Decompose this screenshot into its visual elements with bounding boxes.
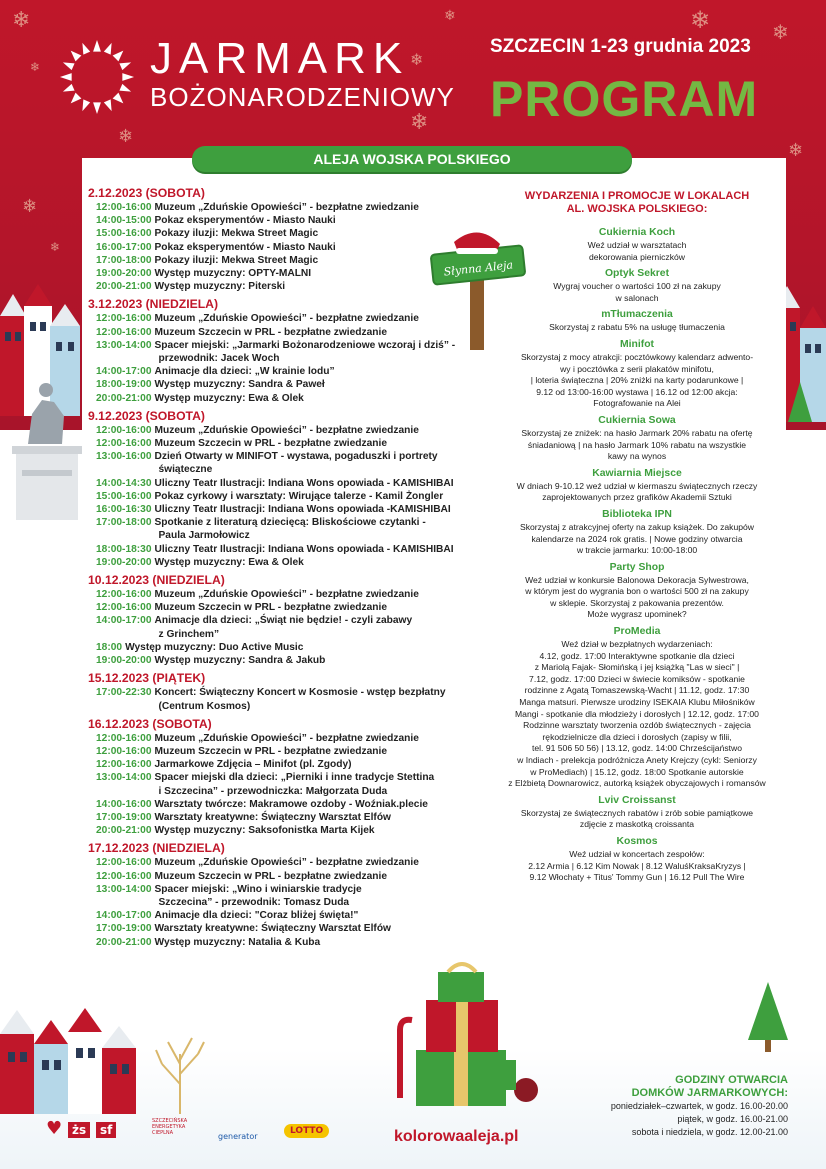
event-time: 12:00-16:00	[96, 438, 152, 450]
snowflake-icon: ❄	[118, 126, 134, 147]
event-time: 12:00-16:00	[96, 424, 152, 436]
event-row	[88, 614, 468, 627]
event-row	[88, 339, 468, 352]
venue-description-line: 2.12 Armia | 6.12 Kim Nowak | 8.12 WaluśKraksaKryzys |	[528, 860, 746, 871]
venue-description-line: w trakcie jarmarku: 10:00-18:00	[576, 545, 698, 556]
event-description: (Centrum Kosmos)	[158, 700, 251, 712]
venue-description-line: w ProMediach) | 15.12, godz. 18:00 Spotkanie autorskie	[530, 766, 744, 777]
street-banner: ALEJA WOJSKA POLSKIEGO	[192, 146, 632, 172]
event-time: 19:00-20:00	[96, 556, 152, 568]
event-row	[88, 556, 468, 569]
event-description: i Szczecina” - przewodniczka: Małgorzata Duda	[158, 785, 388, 797]
event-description: Występ muzyczny: Ewa & Olek	[154, 392, 304, 404]
event-time: 12:00-16:00	[96, 313, 152, 325]
venue-description-line: zaprojektowanych przez grafików Akademii Sztuki	[542, 492, 732, 503]
event-description: Uliczny Teatr Ilustracji: Indiana Wons opowiada - KAMISHIBAI	[154, 477, 454, 489]
event-row	[88, 745, 468, 758]
day-title: 17.12.2023 (NIEDZIELA)	[88, 841, 225, 856]
event-description: Koncert: Świąteczny Koncert w Kosmosie - wstęp bezpłatny	[154, 687, 446, 699]
event-description: Występ muzyczny: Piterski	[154, 281, 286, 293]
event-row	[88, 771, 468, 784]
event-row	[88, 214, 468, 227]
venue-description-line: rodzinne z Agatą Tomaszewską-Wacht | 11.12, godz. 17:30	[524, 685, 750, 696]
event-row	[88, 529, 468, 542]
event-date: SZCZECIN 1-23 grudnia 2023	[490, 36, 751, 57]
venue-item	[488, 414, 786, 463]
event-row	[88, 424, 468, 437]
event-time: 17:00-19:00	[96, 811, 152, 823]
logo-title: JARMARK	[150, 34, 410, 83]
venue-description-line: Mangi - spotkanie dla młodzieży i dorosłych | 12.12, godz. 17:00	[515, 708, 759, 719]
event-time: 20:00-21:00	[96, 392, 152, 404]
venue-description-line: Weź udział w warsztatach	[587, 240, 687, 250]
sponsor-logo-generator: generator	[218, 1132, 258, 1141]
event-time: 14:00-17:00	[96, 366, 152, 378]
venue-item	[488, 467, 786, 504]
snowflake-icon: ❄	[410, 110, 429, 135]
event-description: Występ muzyczny: Ewa & Olek	[154, 556, 304, 568]
venue-name: ProMedia	[613, 626, 661, 638]
venue-description-line: Weź udział w konkursie Balonowa Dekoracja Sylwestrowa,	[525, 574, 749, 585]
event-description: świąteczne	[158, 464, 213, 476]
venue-description-line: kawy na wynos	[607, 451, 667, 462]
houses-illustration-bottom-left	[0, 1004, 140, 1114]
venue-item	[488, 794, 786, 831]
event-time: 13:00-16:00	[96, 451, 152, 463]
event-row	[88, 227, 468, 240]
event-time: 13:00-14:00	[96, 772, 152, 784]
schedule-day	[88, 297, 468, 404]
event-row	[88, 503, 468, 516]
venue-description-line: Wygraj voucher o wartości 100 zł na zakupy	[553, 281, 721, 292]
event-row	[88, 601, 468, 614]
opening-hours-weekend: sobota i niedziela, w godz. 12.00-21.00	[631, 1127, 788, 1137]
event-description: Muzeum Szczecin w PRL - bezpłatne zwiedzanie	[154, 745, 387, 757]
event-description: Występ muzyczny: Saksofonistka Marta Kijek	[154, 825, 375, 837]
event-description: Spacer miejski: „Wino i winiarskie tradycje	[154, 883, 362, 895]
event-description: Muzeum „Zduńskie Opowieści” - bezpłatne zwiedzanie	[154, 424, 419, 436]
event-time: 12:00-16:00	[96, 732, 152, 744]
day-title: 3.12.2023 (NIEDZIELA)	[88, 297, 219, 312]
venue-name: Optyk Sekret	[604, 268, 670, 280]
event-time: 15:00-16:00	[96, 228, 152, 240]
schedule-day	[88, 573, 468, 667]
heart-logo-icon: ♥	[46, 1118, 63, 1139]
event-time: 12:00-16:00	[96, 602, 152, 614]
schedule-day	[88, 409, 468, 569]
event-row	[88, 896, 468, 909]
event-description: Muzeum „Zduńskie Opowieści” - bezpłatne zwiedzanie	[154, 313, 419, 325]
event-row	[88, 254, 468, 267]
event-row	[88, 312, 468, 325]
venue-item	[488, 338, 786, 410]
sponsor-logo-sec: SZCZECIŃSKA ENERGETYKA CIEPLNA	[152, 1118, 188, 1136]
venue-description-line: Skorzystaj z mocy atrakcji: pocztówkowy kalendarz adwento-	[520, 351, 754, 362]
venue-description-line: 9.12 Włochaty + Titus' Tommy Gun | 16.12 Pull The Wire	[529, 872, 745, 883]
venue-description-line: w salonach	[615, 292, 659, 303]
event-description: Paula Jarmołowicz	[158, 530, 250, 542]
day-title: 2.12.2023 (SOBOTA)	[88, 186, 205, 200]
venue-description-line: W dniach 9-10.12 weź udział w kiermaszu świątecznych rzeczy	[516, 480, 758, 491]
event-row	[88, 378, 468, 391]
logo-wreath-icon	[58, 38, 136, 116]
event-time: 20:00-21:00	[96, 936, 152, 948]
venue-name: Cukiernia Koch	[598, 227, 676, 238]
venue-description-line: Weź dział w bezpłatnych wydarzeniach:	[561, 639, 713, 650]
opening-hours	[560, 1074, 788, 1138]
event-time: 14:00-15:00	[96, 215, 152, 227]
event-time: 17:00-18:00	[96, 517, 152, 529]
event-row	[88, 824, 468, 837]
day-title: 16.12.2023 (SOBOTA)	[88, 716, 212, 731]
event-time: 14:00-17:00	[96, 615, 152, 627]
event-description: Spacer miejski dla dzieci: „Pierniki i inne tradycje Stettina	[154, 772, 435, 784]
snowflake-icon: ❄	[50, 240, 61, 254]
opening-hours-weekdays: poniedziałek–czwartek, w godz. 16.00-20.00	[610, 1101, 788, 1111]
venue-description-line: 7.12, godz. 17:00 Dzieci w świecie komiksów - spotkanie	[529, 673, 745, 684]
event-time: 18:00-19:00	[96, 379, 152, 391]
sponsor-logo-sf: sf	[96, 1122, 116, 1138]
event-row	[88, 241, 468, 254]
event-row	[88, 870, 468, 883]
venue-description-line: Może wygrasz upominek?	[587, 609, 687, 620]
event-row	[88, 686, 468, 699]
event-time: 15:00-16:00	[96, 490, 152, 502]
event-time: 17:00-22:30	[96, 687, 152, 699]
event-description: Warsztaty kreatywne: Świąteczny Warsztat Elfów	[154, 923, 391, 935]
event-row	[88, 392, 468, 405]
opening-hours-title-1: GODZINY OTWARCIA	[675, 1074, 788, 1086]
event-row	[88, 490, 468, 503]
event-description: przewodnik: Jacek Woch	[158, 353, 280, 365]
event-row	[88, 883, 468, 896]
event-time: 13:00-14:00	[96, 883, 152, 895]
venue-item	[488, 267, 786, 304]
venue-description-line: wy i pocztówka z serii plakatów minifotu,	[560, 363, 714, 374]
venue-description-line: Weź udział w koncertach zespołów:	[569, 848, 705, 859]
venue-item	[488, 226, 786, 263]
event-time: 12:00-16:00	[96, 870, 152, 882]
bare-tree-illustration	[150, 1024, 210, 1114]
venue-name: mTłumaczenia	[601, 309, 673, 321]
event-description: Muzeum „Zduńskie Opowieści” - bezpłatne zwiedzanie	[154, 857, 419, 869]
event-row	[88, 352, 468, 365]
event-time: 14:00-16:00	[96, 798, 152, 810]
event-description: z Grinchem”	[158, 628, 220, 640]
opening-hours-title-2: DOMKÓW JARMARKOWYCH:	[631, 1086, 788, 1099]
event-description: Uliczny Teatr Ilustracji: Indiana Wons opowiada - KAMISHIBAI	[154, 543, 454, 555]
venue-name: Kosmos	[616, 835, 658, 847]
event-description: Warsztaty twórcze: Makramowe ozdoby - Woźniak.plecie	[154, 798, 428, 810]
schedule-day	[88, 186, 468, 293]
event-time: 12:00-16:00	[96, 759, 152, 771]
sponsor-logo-lotto: LOTTO	[284, 1124, 329, 1138]
venue-item	[488, 308, 786, 334]
event-description: Jarmarkowe Zdjęcia – Minifot (pl. Zgody)	[154, 759, 352, 771]
snowflake-icon: ❄	[22, 196, 38, 217]
venue-description-line: Skorzystaj ze świątecznych rabatów i zrób sobie pamiątkowe	[520, 807, 754, 818]
venue-description-line: w którym jest do wygrania bon o wartości 500 zł na zakupy	[525, 586, 749, 597]
event-row	[88, 922, 468, 935]
event-row	[88, 909, 468, 922]
venue-description-line: rękodzielnicze dla dzieci i dorosłych (zapisy w filii,	[542, 731, 732, 742]
event-time: 12:00-16:00	[96, 857, 152, 869]
event-description: Animacje dla dzieci: „Świąt nie będzie! - czyli zabawy	[154, 615, 413, 627]
event-description: Pokaz eksperymentów - Miasto Nauki	[154, 215, 336, 227]
event-row	[88, 798, 468, 811]
event-description: Muzeum „Zduńskie Opowieści” - bezpłatne zwiedzanie	[154, 202, 419, 213]
venue-description-line: z Mariolą Fajak- Słomińską i jej książką "Las w sieci" |	[534, 662, 740, 673]
snowflake-icon: ❄	[30, 60, 41, 74]
event-time: 17:00-19:00	[96, 923, 152, 935]
event-time: 12:00-16:00	[96, 745, 152, 757]
event-description: Występ muzyczny: Natalia & Kuba	[154, 936, 321, 948]
event-row	[88, 365, 468, 378]
website-link[interactable]: kolorowaaleja.pl	[394, 1128, 519, 1145]
program-heading: PROGRAM	[490, 71, 759, 127]
event-row	[88, 450, 468, 463]
schedule-day	[88, 717, 468, 838]
event-description: Animacje dla dzieci: "Coraz bliżej święta!"	[154, 910, 359, 922]
event-description: Występ muzyczny: OPTY-MALNI	[154, 268, 312, 280]
event-row	[88, 758, 468, 771]
event-description: Szczecina” - przewodnik: Tomasz Duda	[158, 896, 350, 908]
event-row	[88, 477, 468, 490]
event-time: 16:00-17:00	[96, 241, 152, 253]
snowflake-icon: ❄	[410, 50, 424, 69]
event-description: Występ muzyczny: Duo Active Music	[125, 641, 304, 653]
tree-illustration	[748, 982, 788, 1052]
venue-item	[488, 508, 786, 557]
event-time: 16:00-16:30	[96, 504, 152, 516]
schedule-day	[88, 671, 468, 712]
event-description: Muzeum Szczecin w PRL - bezpłatne zwiedzanie	[154, 326, 387, 338]
event-time: 14:00-17:00	[96, 910, 152, 922]
venue-description-line: kalendarze na 2024 rok gratis. | Nowe godziny otwarcia	[531, 533, 743, 544]
venue-description-line: zdjęcie z maskotką croissanta	[579, 819, 695, 830]
statue-illustration	[12, 370, 82, 520]
venue-description-line: Skorzystaj z rabatu 5% na usługę tłumaczenia	[549, 322, 725, 333]
event-row	[88, 201, 468, 214]
event-row	[88, 463, 468, 476]
event-row	[88, 516, 468, 529]
event-row	[88, 732, 468, 745]
venue-description-line: w Indiach - prelekcja podróżnicza Anety Krejczy (cykl: Seniorzy	[517, 755, 757, 765]
event-time: 20:00-21:00	[96, 281, 152, 293]
venue-name: Minifot	[619, 338, 655, 350]
event-row	[88, 628, 468, 641]
gifts-illustration	[386, 960, 556, 1120]
venue-promotions	[488, 190, 786, 888]
venue-description-line: 9.12 od 13:00-16:00 wystawa | 16.12 od 12:00 akcja:	[536, 386, 738, 397]
event-row	[88, 785, 468, 798]
event-description: Pokaz eksperymentów - Miasto Nauki	[154, 241, 336, 253]
event-description: Spacer miejski: „Jarmarki Bożonarodzeniowe wczoraj i dziś” -	[154, 339, 456, 351]
event-description: Animacje dla dzieci: „W krainie lodu”	[154, 366, 335, 378]
venue-name: Cukiernia Sowa	[598, 414, 676, 426]
event-description: Muzeum Szczecin w PRL - bezpłatne zwiedzanie	[154, 602, 387, 614]
event-time: 12:00-16:00	[96, 589, 152, 601]
venue-item	[488, 561, 786, 621]
venue-name: Kawiarnia Miejsce	[592, 467, 682, 479]
snowflake-icon: ❄	[788, 140, 804, 161]
event-time: 12:00-16:00	[96, 202, 152, 213]
event-description: Muzeum Szczecin w PRL - bezpłatne zwiedzanie	[154, 870, 387, 882]
event-description: Uliczny Teatr Ilustracji: Indiana Wons opowiada -KAMISHIBAI	[154, 504, 451, 516]
event-time: 14:00-14:30	[96, 477, 152, 489]
event-description: Muzeum „Zduńskie Opowieści” - bezpłatne zwiedzanie	[154, 589, 419, 601]
event-description: Muzeum „Zduńskie Opowieści” - bezpłatne zwiedzanie	[154, 732, 419, 744]
schedule-day	[88, 841, 468, 948]
event-row	[88, 326, 468, 339]
venue-description-line: z Elżbietą Downarowicz, autorką książek obyczajowych i romansów	[508, 778, 766, 789]
venue-item	[488, 625, 786, 790]
venue-description-line: Skorzystaj z atrakcyjnej oferty na zakup książek. Do zakupów	[519, 521, 755, 532]
venue-description-line: Rodzinne warsztaty tworzenia ozdób świątecznych - zajęcia	[523, 720, 751, 731]
event-row	[88, 588, 468, 601]
event-row	[88, 267, 468, 280]
event-description: Występ muzyczny: Sandra & Jakub	[154, 655, 326, 667]
event-time: 19:00-20:00	[96, 655, 152, 667]
snowflake-icon: ❄	[12, 8, 31, 33]
event-description: Dzień Otwarty w MINIFOT - wystawa, pogaduszki i portrety	[154, 451, 438, 463]
venue-description-line: | loteria świąteczna | 20% zniżki na karty podarunkowe |	[530, 375, 744, 386]
event-description: Pokazy iluzji: Mekwa Street Magic	[154, 254, 319, 266]
venue-name: Biblioteka IPN	[602, 508, 672, 520]
snowflake-icon: ❄	[772, 20, 789, 44]
venue-description-line: Skorzystaj ze zniżek: na hasło Jarmark 20% rabatu na ofertę	[521, 427, 753, 438]
event-schedule	[88, 186, 468, 953]
logo-subtitle: BOŻONARODZENIOWY	[150, 82, 455, 112]
event-time: 18:00	[96, 641, 123, 653]
event-row	[88, 700, 468, 713]
event-row	[88, 811, 468, 824]
sponsor-logo-zs: żs	[68, 1122, 90, 1138]
snowflake-icon: ❄	[690, 6, 711, 34]
event-time: 17:00-18:00	[96, 254, 152, 266]
promotions-heading	[488, 190, 786, 216]
day-title: 9.12.2023 (SOBOTA)	[88, 408, 205, 423]
event-row	[88, 654, 468, 667]
event-time: 12:00-16:00	[96, 326, 152, 338]
event-time: 13:00-14:00	[96, 339, 152, 351]
venue-name: Lviv Croissanst	[598, 794, 676, 806]
venue-description-line: 4.12, godz. 17:00 Interaktywne spotkanie dla dzieci	[539, 650, 735, 661]
event-time: 18:00-18:30	[96, 543, 152, 555]
event-time: 19:00-20:00	[96, 268, 152, 280]
venue-description-line: dekorowania pierniczków	[588, 251, 685, 262]
promotions-heading-line-2: AL. WOJSKA POLSKIEGO:	[566, 203, 708, 215]
event-description: Spotkanie z literaturą dziecięcą: Bliskościowe czytanki -	[154, 517, 426, 529]
day-title: 15.12.2023 (PIĄTEK)	[88, 671, 206, 686]
event-row	[88, 936, 468, 949]
event-description: Pokaz cyrkowy i warsztaty: Wirujące talerze - Kamil Żongler	[154, 490, 444, 502]
venue-description-line: tel. 91 506 50 56) | 13.12, godz. 14:00 Chrześcijaństwo	[531, 743, 743, 754]
event-description: Pokazy iluzji: Mekwa Street Magic	[154, 228, 319, 240]
venue-item	[488, 835, 786, 884]
event-description: Występ muzyczny: Sandra & Paweł	[154, 379, 325, 391]
day-title: 10.12.2023 (NIEDZIELA)	[88, 573, 225, 588]
snowflake-icon: ❄	[444, 8, 456, 24]
venue-description-line: Fotografowanie na Alei	[593, 398, 681, 409]
event-row	[88, 641, 468, 654]
venue-list	[488, 226, 786, 884]
event-row	[88, 543, 468, 556]
event-time: 20:00-21:00	[96, 825, 152, 837]
event-row	[88, 280, 468, 293]
sign-text: Słynna Aleja	[443, 258, 514, 279]
event-description: Warsztaty kreatywne: Świąteczny Warsztat Elfów	[154, 811, 391, 823]
venue-name: Party Shop	[609, 561, 665, 573]
event-row	[88, 856, 468, 869]
event-row	[88, 437, 468, 450]
event-description: Muzeum Szczecin w PRL - bezpłatne zwiedzanie	[154, 438, 387, 450]
opening-hours-friday: piątek, w godz. 16.00-21.00	[677, 1114, 788, 1124]
venue-description-line: Manga matsuri. Pierwsze urodziny ISEKAIA Klubu Miłośników	[519, 697, 755, 708]
venue-description-line: śniadaniową | na hasło Jarmark 10% rabatu na wszystkie	[527, 439, 747, 450]
promotions-heading-line-1: WYDARZENIA I PROMOCJE W LOKALACH	[524, 190, 750, 202]
venue-description-line: w sklepie. Skorzystaj z pakowania prezentów.	[550, 597, 724, 608]
